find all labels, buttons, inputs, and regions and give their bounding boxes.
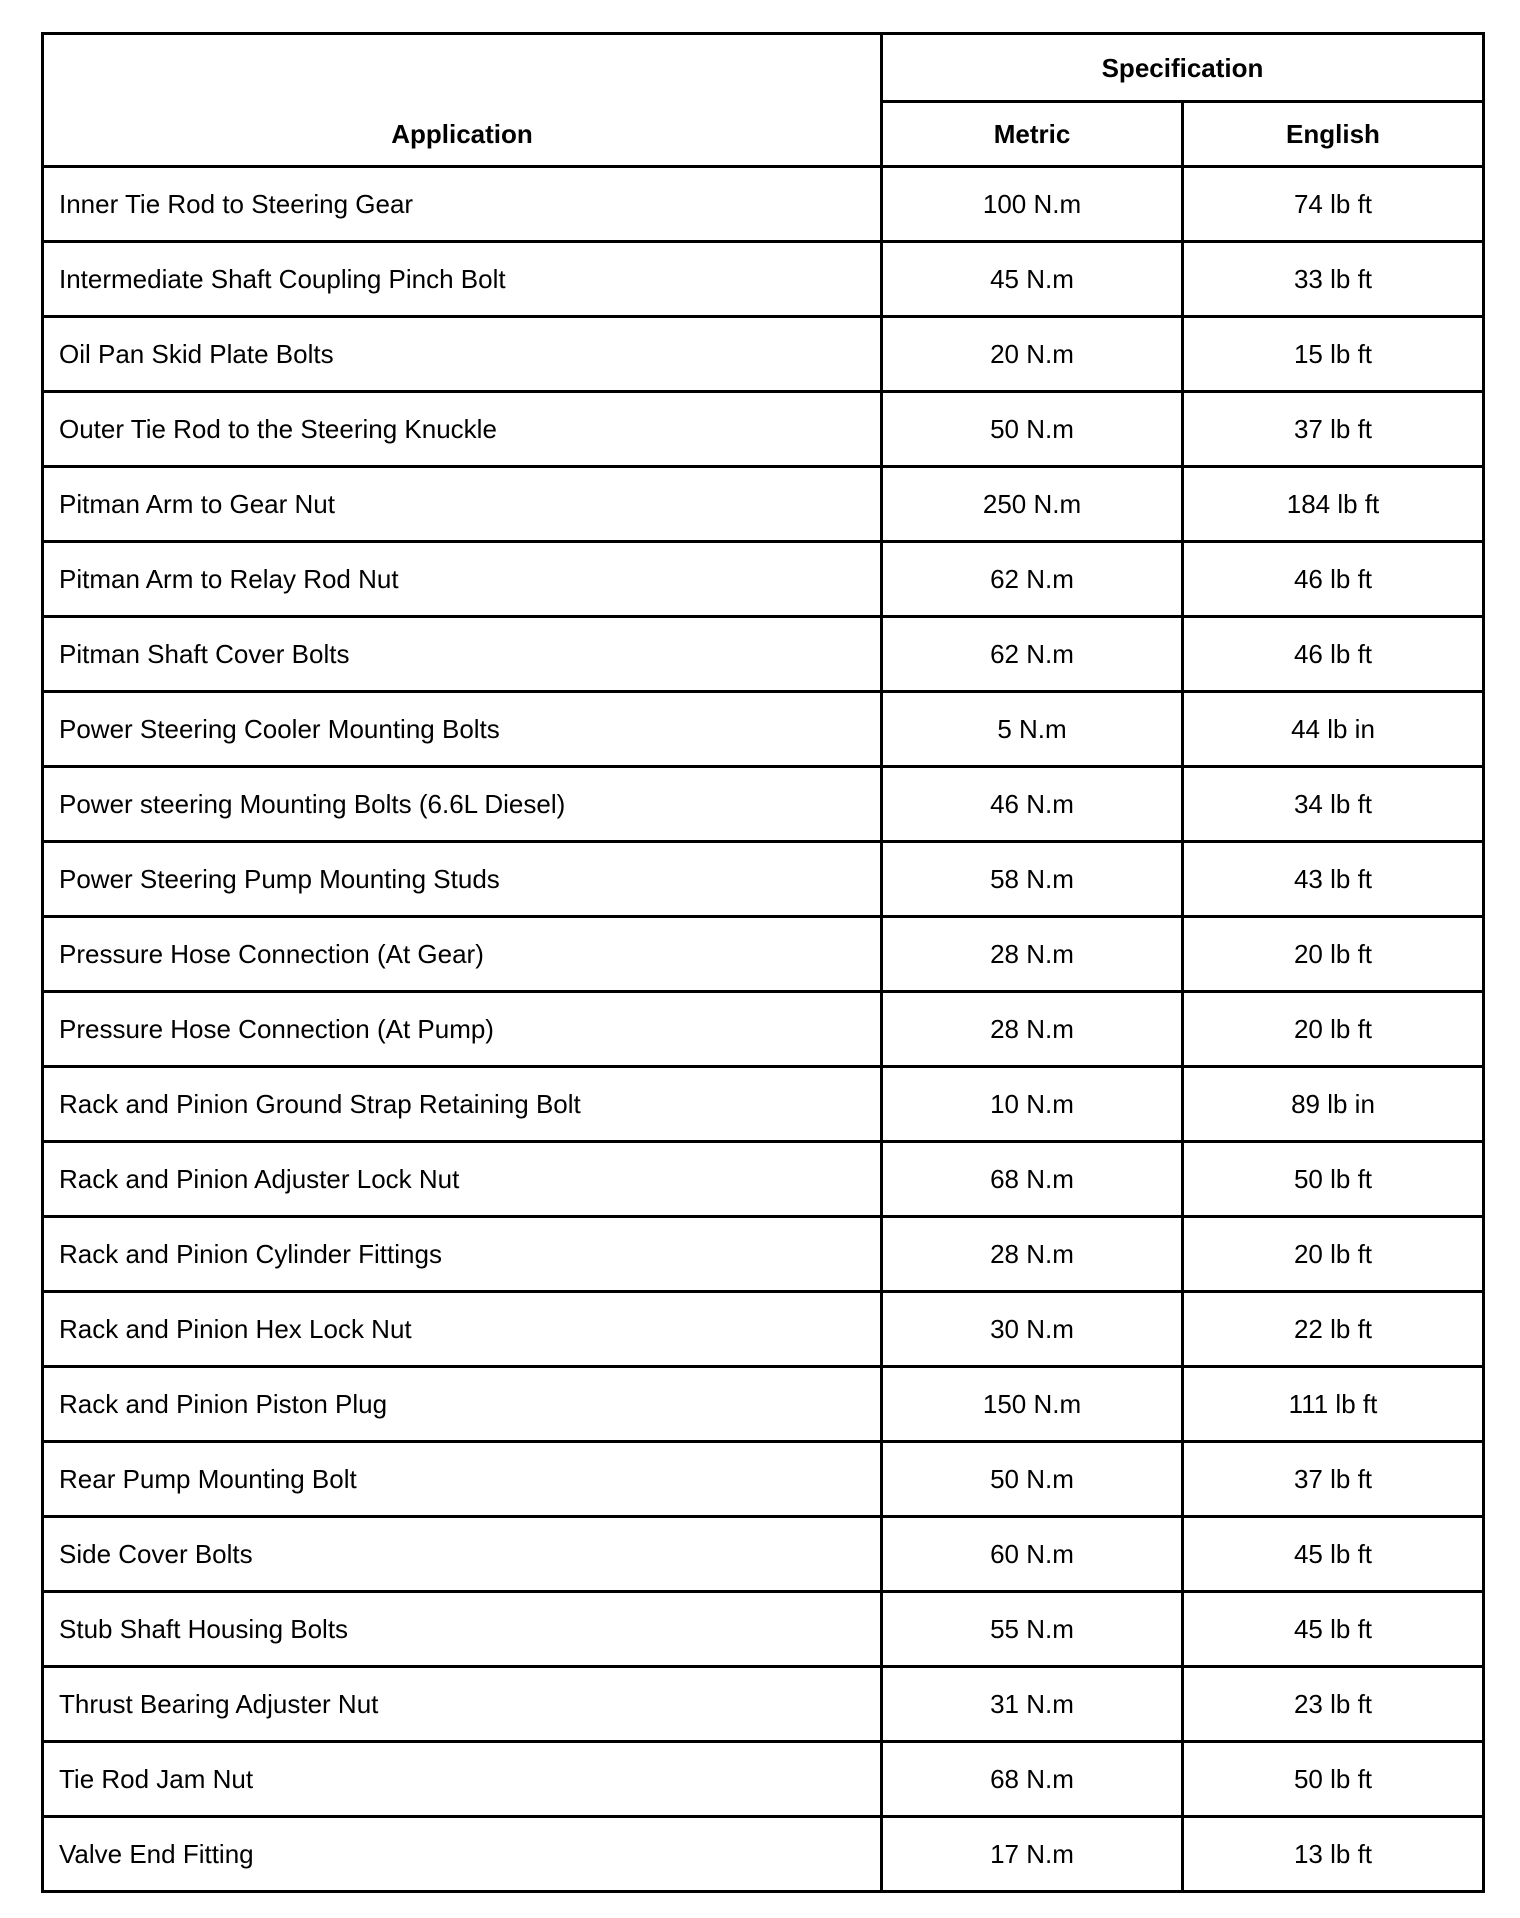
cell-metric: 250 N.m — [882, 467, 1183, 542]
table-row — [43, 317, 1484, 392]
cell-application: Valve End Fitting — [43, 1817, 882, 1892]
table-row — [43, 1517, 1484, 1592]
table-row — [43, 1067, 1484, 1142]
header-row-top — [43, 34, 1484, 102]
cell-english: 89 lb in — [1183, 1067, 1484, 1142]
cell-application: Rack and Pinion Piston Plug — [43, 1367, 882, 1442]
cell-english: 46 lb ft — [1183, 542, 1484, 617]
cell-application: Rack and Pinion Hex Lock Nut — [43, 1292, 882, 1367]
cell-application: Pressure Hose Connection (At Gear) — [43, 917, 882, 992]
header-application: Application — [43, 34, 882, 167]
cell-metric: 50 N.m — [882, 392, 1183, 467]
cell-english: 15 lb ft — [1183, 317, 1484, 392]
cell-application: Rack and Pinion Cylinder Fittings — [43, 1217, 882, 1292]
cell-application: Rack and Pinion Ground Strap Retaining Bolt — [43, 1067, 882, 1142]
cell-english: 37 lb ft — [1183, 392, 1484, 467]
table-row — [43, 1442, 1484, 1517]
table-row — [43, 1817, 1484, 1892]
header-specification: Specification — [882, 34, 1484, 102]
cell-metric: 17 N.m — [882, 1817, 1183, 1892]
table-row — [43, 1217, 1484, 1292]
table-row — [43, 842, 1484, 917]
header-english: English — [1183, 102, 1484, 167]
cell-application: Tie Rod Jam Nut — [43, 1742, 882, 1817]
cell-application: Pitman Arm to Relay Rod Nut — [43, 542, 882, 617]
cell-english: 45 lb ft — [1183, 1592, 1484, 1667]
cell-metric: 5 N.m — [882, 692, 1183, 767]
cell-metric: 150 N.m — [882, 1367, 1183, 1442]
cell-metric: 100 N.m — [882, 167, 1183, 242]
cell-english: 23 lb ft — [1183, 1667, 1484, 1742]
table-body — [43, 167, 1484, 1892]
table-row — [43, 1367, 1484, 1442]
cell-application: Stub Shaft Housing Bolts — [43, 1592, 882, 1667]
cell-metric: 28 N.m — [882, 1217, 1183, 1292]
cell-metric: 55 N.m — [882, 1592, 1183, 1667]
cell-application: Side Cover Bolts — [43, 1517, 882, 1592]
cell-application: Outer Tie Rod to the Steering Knuckle — [43, 392, 882, 467]
cell-application: Power Steering Cooler Mounting Bolts — [43, 692, 882, 767]
cell-english: 20 lb ft — [1183, 917, 1484, 992]
cell-application: Intermediate Shaft Coupling Pinch Bolt — [43, 242, 882, 317]
cell-english: 33 lb ft — [1183, 242, 1484, 317]
table-row — [43, 242, 1484, 317]
cell-metric: 10 N.m — [882, 1067, 1183, 1142]
table-row — [43, 392, 1484, 467]
table-row — [43, 767, 1484, 842]
table-row — [43, 467, 1484, 542]
cell-metric: 68 N.m — [882, 1742, 1183, 1817]
cell-english: 34 lb ft — [1183, 767, 1484, 842]
cell-english: 50 lb ft — [1183, 1142, 1484, 1217]
cell-application: Power steering Mounting Bolts (6.6L Diesel) — [43, 767, 882, 842]
cell-english: 22 lb ft — [1183, 1292, 1484, 1367]
cell-metric: 58 N.m — [882, 842, 1183, 917]
table-row — [43, 1667, 1484, 1742]
cell-english: 46 lb ft — [1183, 617, 1484, 692]
table-row — [43, 1592, 1484, 1667]
cell-metric: 30 N.m — [882, 1292, 1183, 1367]
table-row — [43, 692, 1484, 767]
cell-english: 13 lb ft — [1183, 1817, 1484, 1892]
cell-metric: 60 N.m — [882, 1517, 1183, 1592]
cell-english: 74 lb ft — [1183, 167, 1484, 242]
table-row — [43, 1742, 1484, 1817]
cell-application: Rack and Pinion Adjuster Lock Nut — [43, 1142, 882, 1217]
table-row — [43, 992, 1484, 1067]
cell-application: Inner Tie Rod to Steering Gear — [43, 167, 882, 242]
cell-metric: 28 N.m — [882, 917, 1183, 992]
cell-metric: 62 N.m — [882, 542, 1183, 617]
table-row — [43, 542, 1484, 617]
cell-english: 184 lb ft — [1183, 467, 1484, 542]
cell-application: Oil Pan Skid Plate Bolts — [43, 317, 882, 392]
table-row — [43, 917, 1484, 992]
cell-metric: 68 N.m — [882, 1142, 1183, 1217]
table-row — [43, 617, 1484, 692]
cell-application: Pressure Hose Connection (At Pump) — [43, 992, 882, 1067]
cell-metric: 28 N.m — [882, 992, 1183, 1067]
cell-metric: 31 N.m — [882, 1667, 1183, 1742]
table-row — [43, 167, 1484, 242]
cell-english: 43 lb ft — [1183, 842, 1484, 917]
cell-english: 37 lb ft — [1183, 1442, 1484, 1517]
cell-metric: 45 N.m — [882, 242, 1183, 317]
cell-metric: 46 N.m — [882, 767, 1183, 842]
cell-metric: 62 N.m — [882, 617, 1183, 692]
cell-application: Pitman Arm to Gear Nut — [43, 467, 882, 542]
cell-english: 20 lb ft — [1183, 992, 1484, 1067]
header-metric: Metric — [882, 102, 1183, 167]
table-row — [43, 1142, 1484, 1217]
cell-english: 50 lb ft — [1183, 1742, 1484, 1817]
cell-english: 111 lb ft — [1183, 1367, 1484, 1442]
table-header — [43, 34, 1484, 167]
cell-metric: 20 N.m — [882, 317, 1183, 392]
cell-english: 20 lb ft — [1183, 1217, 1484, 1292]
cell-application: Power Steering Pump Mounting Studs — [43, 842, 882, 917]
cell-metric: 50 N.m — [882, 1442, 1183, 1517]
cell-application: Pitman Shaft Cover Bolts — [43, 617, 882, 692]
table-row — [43, 1292, 1484, 1367]
cell-application: Rear Pump Mounting Bolt — [43, 1442, 882, 1517]
cell-english: 44 lb in — [1183, 692, 1484, 767]
torque-spec-table — [41, 32, 1485, 1893]
cell-application: Thrust Bearing Adjuster Nut — [43, 1667, 882, 1742]
cell-english: 45 lb ft — [1183, 1517, 1484, 1592]
